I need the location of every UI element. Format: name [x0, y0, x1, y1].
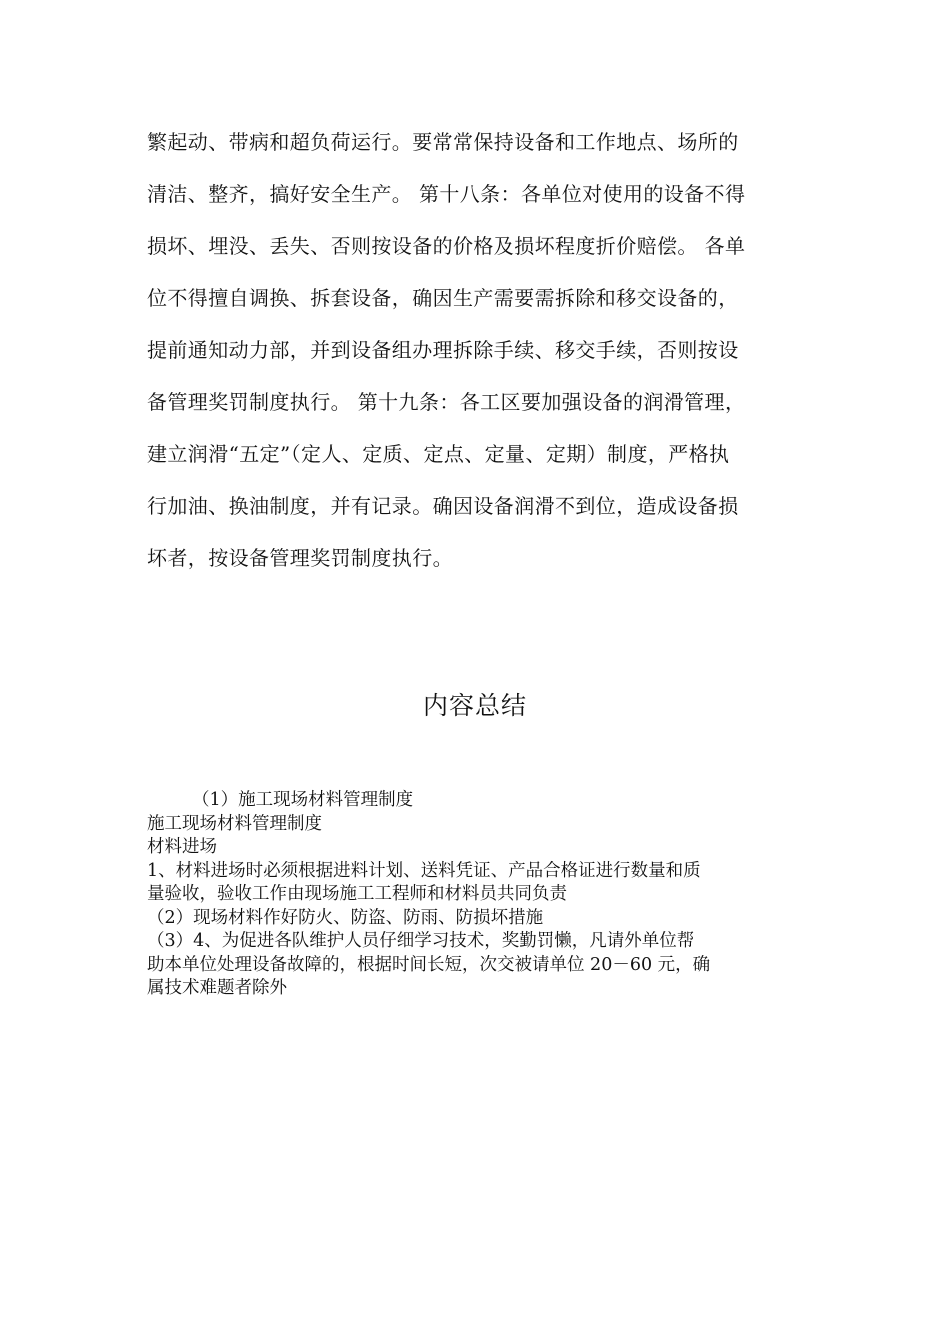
summary-line: 量验收，验收工作由现场施工工程师和材料员共同负责 [147, 884, 567, 904]
body-line: 行加油、换油制度，并有记录。确因设备润滑不到位，造成设备损 [147, 494, 739, 518]
body-line: 提前通知动力部，并到设备组办理拆除手续、移交手续，否则按设 [147, 338, 739, 362]
body-line: 清洁、整齐，搞好安全生产。 第十八条：各单位对使用的设备不得 [147, 182, 746, 206]
summary-line: 材料进场 [147, 837, 217, 857]
summary-line: （2）现场材料作好防火、防盗、防雨、防损坏措施 [147, 907, 544, 928]
body-paragraph [147, 116, 807, 584]
summary-line: 1、材料进场时必须根据进料计划、送料凭证、产品合格证进行数量和质 [147, 860, 701, 881]
body-line: 坏者，按设备管理奖罚制度执行。 [147, 546, 453, 570]
summary-heading: 内容总结 [422, 691, 527, 720]
summary-line: 助本单位处理设备故障的，根据时间长短，次交被请单位 20－60 元，确 [147, 954, 711, 975]
body-line: 损坏、埋没、丢失、否则按设备的价格及损坏程度折价赔偿。 各单 [147, 234, 746, 258]
body-line: 备管理奖罚制度执行。 第十九条：各工区要加强设备的润滑管理， [147, 390, 746, 414]
body-line: 建立润滑“五定”（定人、定质、定点、定量、定期）制度，严格执 [147, 442, 730, 466]
summary-line: 属技术难题者除外 [147, 978, 287, 998]
summary-line: （1）施工现场材料管理制度 [192, 790, 414, 810]
summary-line: 施工现场材料管理制度 [147, 813, 322, 834]
summary-line: （3）4、为促进各队维护人员仔细学习技术，奖勤罚懒，凡请外单位帮 [147, 931, 695, 951]
summary-section [147, 789, 807, 1001]
body-line: 位不得擅自调换、拆套设备，确因生产需要需拆除和移交设备的， [147, 286, 739, 310]
body-line: 繁起动、带病和超负荷运行。要常常保持设备和工作地点、场所的 [147, 130, 739, 154]
